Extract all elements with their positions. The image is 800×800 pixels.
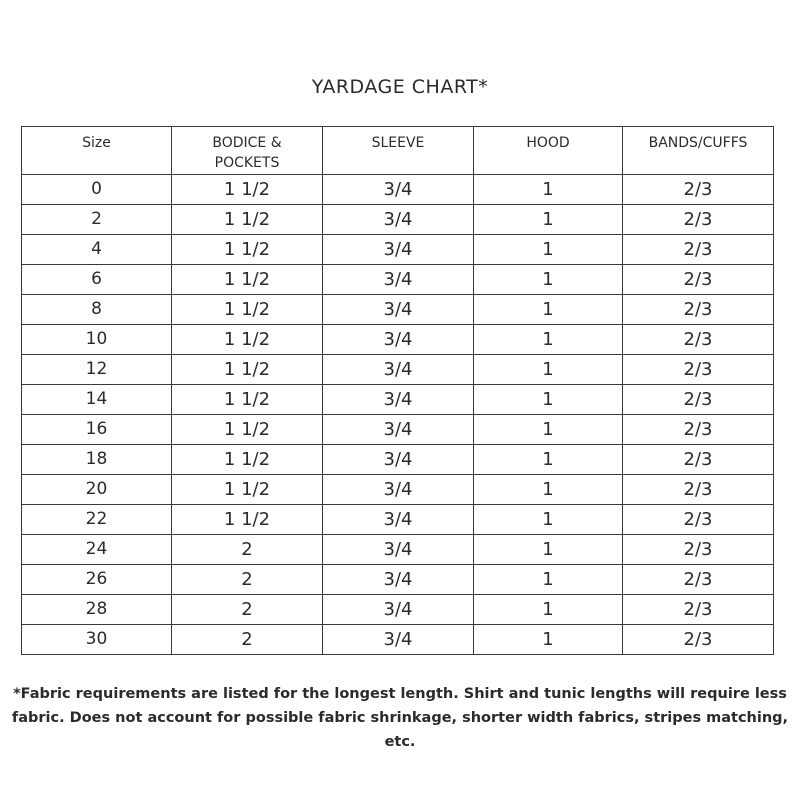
table-row [22,385,774,415]
hood-cell: 1 [474,295,623,325]
footnote-line: *Fabric requirements are listed for the longest length. Shirt and tunic lengths will require less [13,686,787,702]
bodice-pockets-cell: 2 [172,565,323,595]
table-row [22,205,774,235]
bodice-pockets-cell: 2 [172,535,323,565]
yardage-table [21,126,774,655]
bands-cuffs-cell: 2/3 [623,475,774,505]
hood-cell: 1 [474,235,623,265]
sleeve-cell: 3/4 [323,295,474,325]
sleeve-cell: 3/4 [323,355,474,385]
size-cell: 6 [22,265,172,295]
bodice-pockets-cell: 1 1/2 [172,205,323,235]
bands-cuffs-cell: 2/3 [623,415,774,445]
bodice-pockets-cell: 1 1/2 [172,505,323,535]
bands-cuffs-cell: 2/3 [623,235,774,265]
bodice-pockets-cell: 1 1/2 [172,295,323,325]
bodice-pockets-cell: 1 1/2 [172,355,323,385]
column-header-bands-cuffs: BANDS/CUFFS [623,127,774,175]
size-cell: 26 [22,565,172,595]
column-header-bodice-pockets: BODICE & POCKETS [172,127,323,175]
bands-cuffs-cell: 2/3 [623,295,774,325]
size-cell: 4 [22,235,172,265]
bands-cuffs-cell: 2/3 [623,535,774,565]
size-cell: 10 [22,325,172,355]
bodice-pockets-cell: 1 1/2 [172,385,323,415]
size-cell: 12 [22,355,172,385]
sleeve-cell: 3/4 [323,445,474,475]
footnote-line: etc. [384,734,416,750]
table-row [22,295,774,325]
sleeve-cell: 3/4 [323,235,474,265]
sleeve-cell: 3/4 [323,595,474,625]
hood-cell: 1 [474,205,623,235]
table-row [22,355,774,385]
size-cell: 20 [22,475,172,505]
table-row [22,325,774,355]
table-header-row [22,127,774,175]
size-cell: 24 [22,535,172,565]
size-cell: 18 [22,445,172,475]
chart-title: YARDAGE CHART* [311,76,489,98]
table-row [22,445,774,475]
size-cell: 0 [22,175,172,205]
bands-cuffs-cell: 2/3 [623,505,774,535]
hood-cell: 1 [474,385,623,415]
hood-cell: 1 [474,475,623,505]
table-row [22,475,774,505]
hood-cell: 1 [474,355,623,385]
sleeve-cell: 3/4 [323,475,474,505]
sleeve-cell: 3/4 [323,385,474,415]
table-row [22,625,774,655]
bands-cuffs-cell: 2/3 [623,595,774,625]
bodice-pockets-cell: 2 [172,595,323,625]
sleeve-cell: 3/4 [323,175,474,205]
sleeve-cell: 3/4 [323,625,474,655]
sleeve-cell: 3/4 [323,325,474,355]
bodice-pockets-cell: 1 1/2 [172,445,323,475]
bands-cuffs-cell: 2/3 [623,385,774,415]
hood-cell: 1 [474,175,623,205]
sleeve-cell: 3/4 [323,535,474,565]
hood-cell: 1 [474,415,623,445]
bands-cuffs-cell: 2/3 [623,205,774,235]
bands-cuffs-cell: 2/3 [623,355,774,385]
footnote [0,682,800,754]
sleeve-cell: 3/4 [323,505,474,535]
bodice-pockets-cell: 1 1/2 [172,235,323,265]
size-cell: 2 [22,205,172,235]
bands-cuffs-cell: 2/3 [623,325,774,355]
hood-cell: 1 [474,625,623,655]
bodice-pockets-cell: 2 [172,625,323,655]
size-cell: 8 [22,295,172,325]
table-row [22,265,774,295]
bands-cuffs-cell: 2/3 [623,265,774,295]
hood-cell: 1 [474,595,623,625]
bands-cuffs-cell: 2/3 [623,175,774,205]
column-header-hood: HOOD [474,127,623,175]
sleeve-cell: 3/4 [323,565,474,595]
table-row [22,535,774,565]
table-row [22,595,774,625]
hood-cell: 1 [474,325,623,355]
size-cell: 28 [22,595,172,625]
footnote-line: fabric. Does not account for possible fabric shrinkage, shorter width fabrics, stripes matching, [11,710,789,726]
bodice-pockets-cell: 1 1/2 [172,175,323,205]
table-row [22,415,774,445]
bodice-pockets-cell: 1 1/2 [172,265,323,295]
bodice-pockets-cell: 1 1/2 [172,475,323,505]
sleeve-cell: 3/4 [323,265,474,295]
hood-cell: 1 [474,535,623,565]
table-row [22,235,774,265]
hood-cell: 1 [474,265,623,295]
table-row [22,565,774,595]
size-cell: 22 [22,505,172,535]
hood-cell: 1 [474,505,623,535]
size-cell: 16 [22,415,172,445]
table-row [22,175,774,205]
column-header-sleeve: SLEEVE [323,127,474,175]
bodice-pockets-cell: 1 1/2 [172,415,323,445]
size-cell: 30 [22,625,172,655]
hood-cell: 1 [474,445,623,475]
column-header-size: Size [22,127,172,175]
size-cell: 14 [22,385,172,415]
table-row [22,505,774,535]
sleeve-cell: 3/4 [323,415,474,445]
bands-cuffs-cell: 2/3 [623,625,774,655]
bodice-pockets-cell: 1 1/2 [172,325,323,355]
bands-cuffs-cell: 2/3 [623,445,774,475]
bands-cuffs-cell: 2/3 [623,565,774,595]
sleeve-cell: 3/4 [323,205,474,235]
hood-cell: 1 [474,565,623,595]
